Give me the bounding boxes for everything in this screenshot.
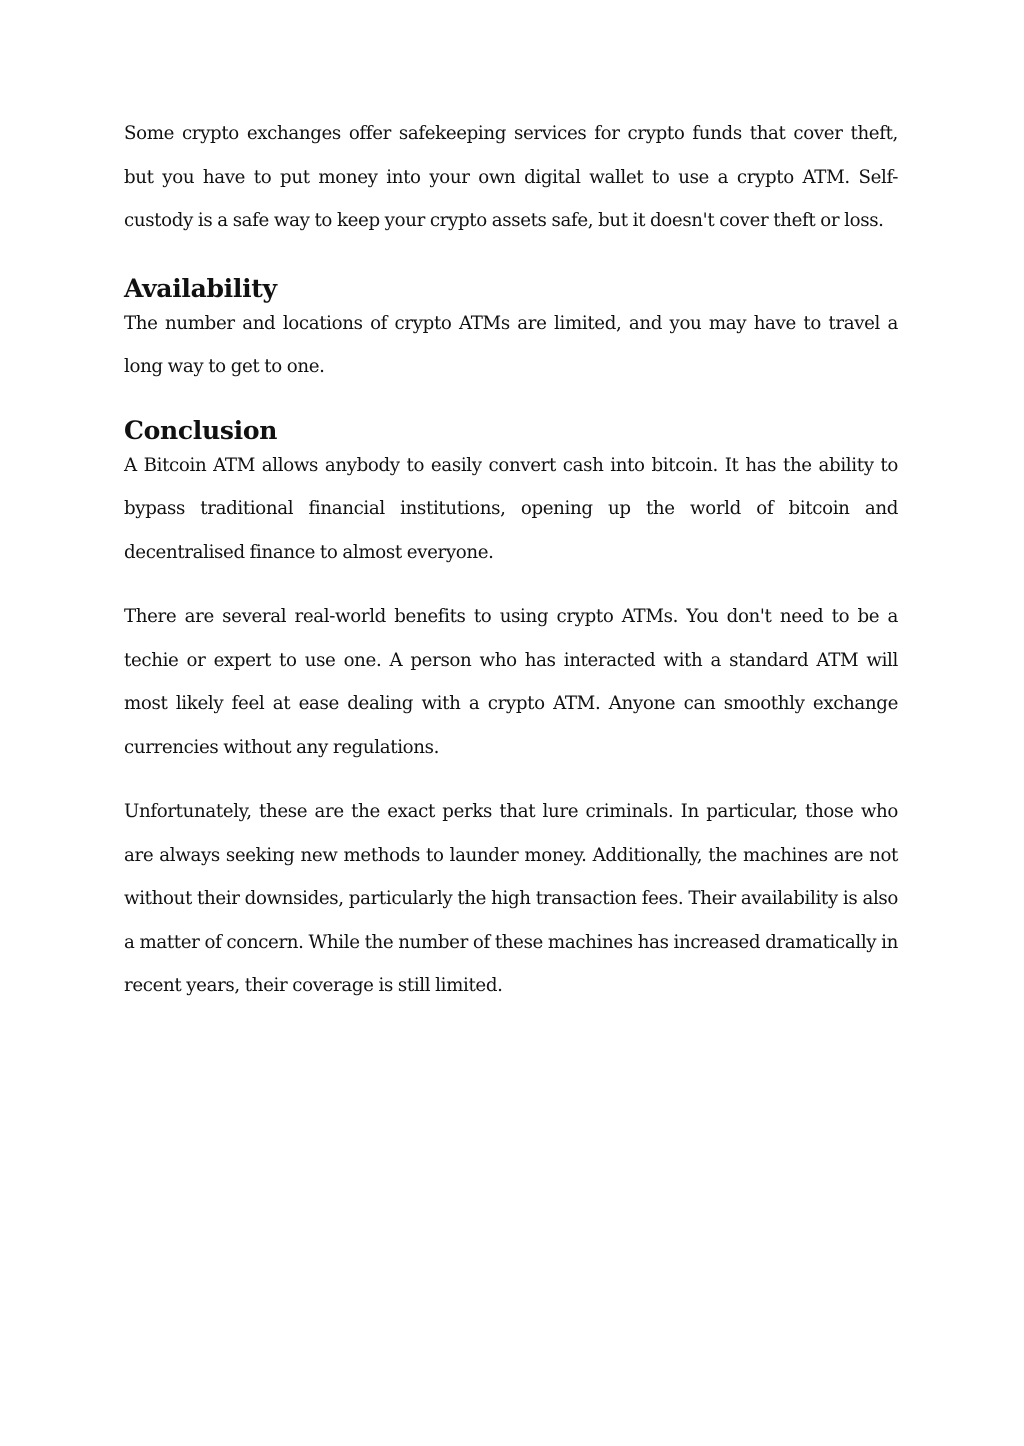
conclusion-paragraph-3: Unfortunately, these are the exact perks that lure criminals. In particular, those who are always seeking new methods to launder money. Additionally, the machines are not without their downsides, particularly the high transaction fees. Their availability is also a matter of concern. While the number of these machines has increased dramatically in recent years, their coverage is still limited. — [124, 801, 898, 996]
conclusion-paragraph-1: A Bitcoin ATM allows anybody to easily convert cash into bitcoin. It has the ability to bypass traditional financial institutions, opening up the world of bitcoin and decentralised finance to almost everyone. — [124, 454, 898, 563]
section-heading-availability: Availability — [124, 273, 277, 303]
document-page — [124, 112, 898, 1008]
conclusion-paragraph-2: There are several real-world benefits to using crypto ATMs. You don't need to be a techie or expert to use one. A person who has interacted with a standard ATM will most likely feel at ease dealing with a crypto ATM. Anyone can smoothly exchange currencies without any regulations. — [124, 606, 898, 758]
availability-paragraph: The number and locations of crypto ATMs are limited, and you may have to travel a long way to get to one. — [124, 312, 898, 377]
intro-paragraph: Some crypto exchanges offer safekeeping services for crypto funds that cover theft, but you have to put money into your own digital wallet to use a crypto ATM. Self-custody is a safe way to keep your crypto assets safe, but it doesn't cover theft or loss. — [124, 123, 898, 231]
section-heading-conclusion: Conclusion — [124, 415, 278, 445]
